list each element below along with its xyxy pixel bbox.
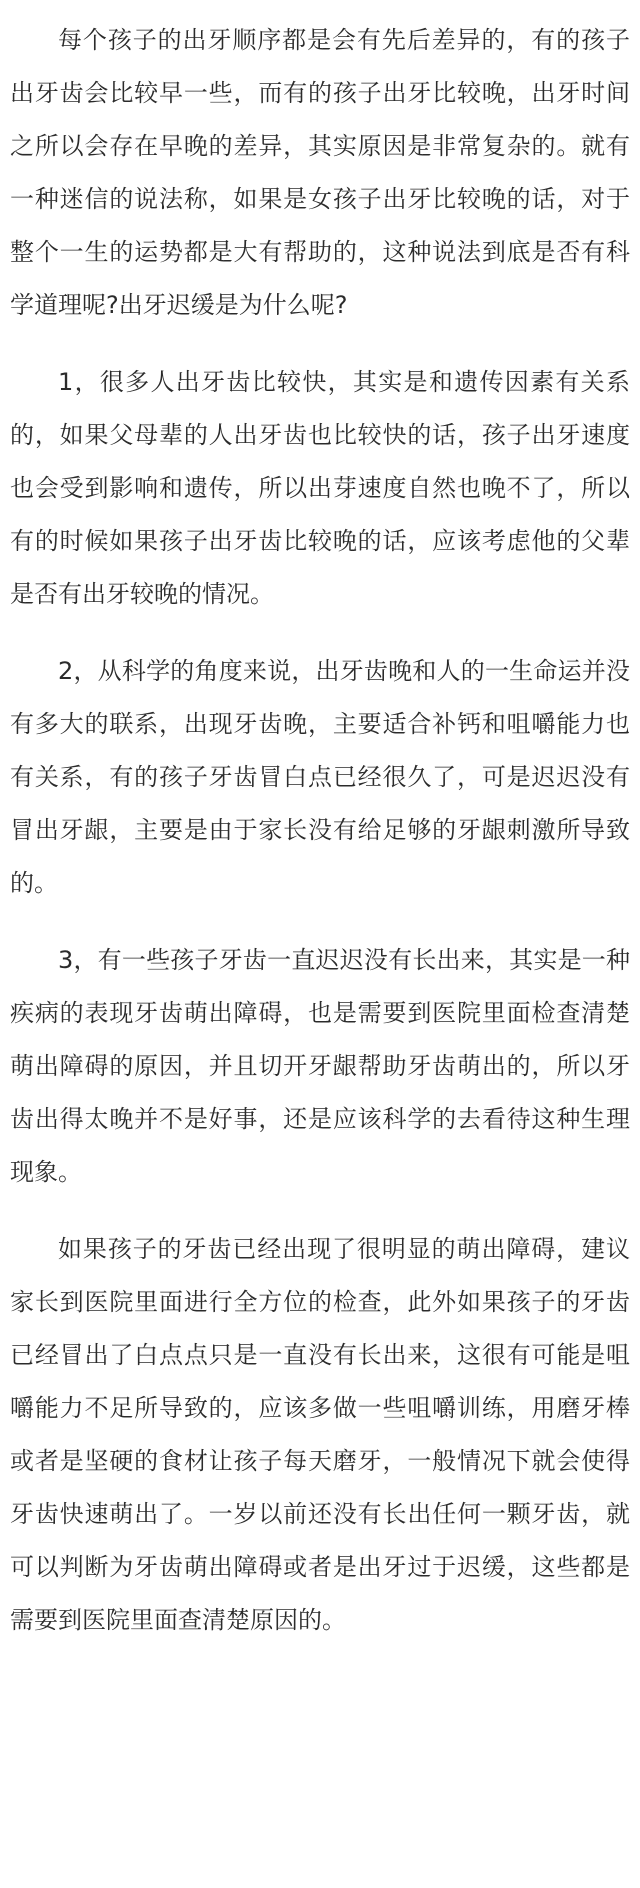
point-1-paragraph: 1，很多人出牙齿比较快，其实是和遗传因素有关系的，如果父母辈的人出牙齿也比较快的话，孩子出牙速度也会受到影响和遗传，所以出芽速度自然也晚不了，所以有的时候如果孩子出牙齿比较晚的话，应该考虑他的父辈是否有出牙较晚的情况。 [10, 368, 630, 608]
point-2-paragraph: 2，从科学的角度来说，出牙齿晚和人的一生命运并没有多大的联系，出现牙齿晚，主要适合补钙和咀嚼能力也有关系，有的孩子牙齿冒白点已经很久了，可是迟迟没有冒出牙龈，主要是由于家长没有给足够的牙龈刺激所导致的。 [10, 657, 630, 897]
point-3-paragraph: 3，有一些孩子牙齿一直迟迟没有长出来，其实是一种疾病的表现牙齿萌出障碍，也是需要到医院里面检查清楚萌出障碍的原因，并且切开牙龈帮助牙齿萌出的，所以牙齿出得太晚并不是好事，还是应该科学的去看待这种生理现象。 [10, 946, 630, 1186]
conclusion-paragraph: 如果孩子的牙齿已经出现了很明显的萌出障碍，建议家长到医院里面进行全方位的检查，此外如果孩子的牙齿已经冒出了白点点只是一直没有长出来，这很有可能是咀嚼能力不足所导致的，应该多做一些咀嚼训练，用磨牙棒或者是坚硬的食材让孩子每天磨牙，一般情况下就会使得牙齿快速萌出了。一岁以前还没有长出任何一颗牙齿，就可以判断为牙齿萌出障碍或者是出牙过于迟缓，这些都是需要到医院里面查清楚原因的。 [10, 1235, 630, 1634]
intro-paragraph: 每个孩子的出牙顺序都是会有先后差异的，有的孩子出牙齿会比较早一些，而有的孩子出牙比较晚，出牙时间之所以会存在早晚的差异，其实原因是非常复杂的。就有一种迷信的说法称，如果是女孩子出牙比较晚的话，对于整个一生的运势都是大有帮助的，这种说法到底是否有科学道理呢?出牙迟缓是为什么呢? [10, 26, 630, 319]
